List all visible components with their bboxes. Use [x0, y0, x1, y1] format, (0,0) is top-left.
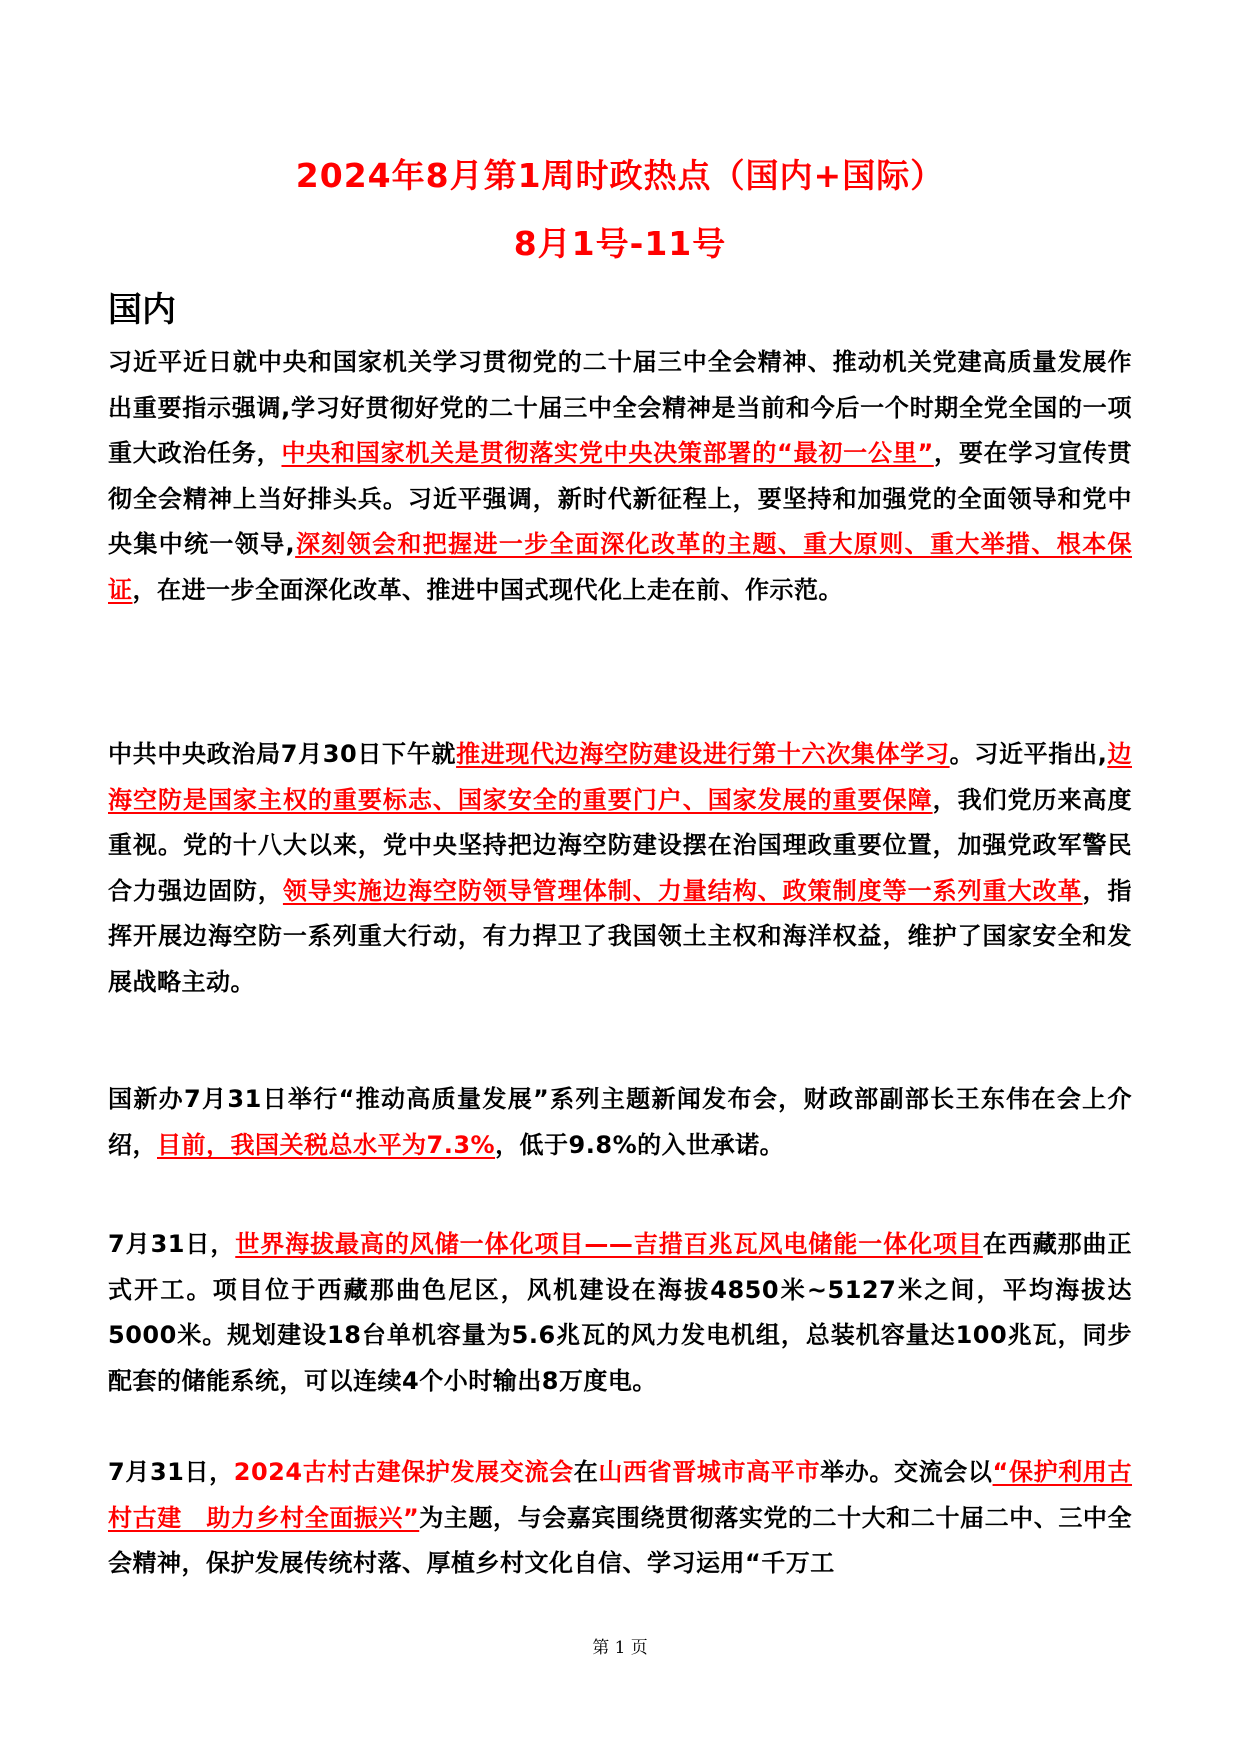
- highlighted-key-point: “保护利用古村古建 助力乡村全面振兴”: [108, 1458, 1133, 1532]
- body-text: 在西藏那曲正式开工。项目位于西藏那曲色尼区，风机建设在海拔4850米~5127米之间，平均海拔达5000米。规划建设18台单机容量为5.6兆瓦的风力发电机组，总装机容量达100兆瓦，同步配套的储能系统，可以连续4个小时输出8万度电。: [108, 1230, 1132, 1395]
- body-text: 7月31日，: [108, 1230, 236, 1258]
- body-text: 7月31日，: [108, 1458, 234, 1486]
- highlighted-key-point: 世界海拔最高的风储一体化项目——吉措百兆瓦风电储能一体化项目: [235, 1230, 983, 1258]
- body-text: 举办。交流会以: [820, 1458, 993, 1486]
- paragraph-1: [108, 340, 1132, 614]
- highlighted-key-point: 深刻领会和把握进一步全面深化改革的主题、重大原则、重大举措、根本保证: [108, 530, 1132, 604]
- highlighted-key-point: 中央和国家机关是贯彻落实党中央决策部署的“最初一公里”: [281, 439, 934, 468]
- body-text: ，要在学习宣传贯彻全会精神上当好排头兵。习近平强调，新时代新征程上，要坚持和加强党的全面领导和党中央集中统一领导,: [108, 439, 1133, 559]
- paragraph-4: [108, 1222, 1132, 1404]
- body-text: ，指挥开展边海空防一系列重大行动，有力捍卫了我国领土主权和海洋权益，维护了国家安全和发展战略主动。: [108, 876, 1133, 996]
- highlighted-key-point: 目前，我国关税总水平为7.3%: [157, 1130, 496, 1159]
- highlighted-key-point: 领导实施边海空防领导管理体制、力量结构、政策制度等一系列重大改革: [282, 876, 1083, 905]
- body-text: ，低于9.8%的入世承诺。: [495, 1130, 785, 1159]
- page-number: 第 1 页: [592, 1638, 648, 1658]
- highlighted-term: 2024古村古建保护发展交流会: [233, 1458, 574, 1486]
- highlighted-term: 山西省晋城市高平市: [598, 1458, 821, 1486]
- body-text: 国新办7月31日举行“推动高质量发展”系列主题新闻发布会，财政部副部长王东伟在会上介绍，: [108, 1085, 1132, 1159]
- document-subtitle-date-range: 8月1号-11号: [513, 224, 727, 263]
- body-text: ，在进一步全面深化改革、推进中国式现代化上走在前、作示范。: [132, 575, 843, 604]
- section-heading-domestic: 国内: [108, 290, 176, 330]
- highlighted-key-point: 推进现代边海空防建设进行第十六次集体学习: [456, 740, 950, 768]
- body-text: 习近平近日就中央和国家机关学习贯彻党的二十届三中全会精神、推动机关党建高质量发展作出重要指示强调,学习好贯彻好党的二十届三中全会精神是当前和今后一个时期全党全国的一项重大政治任务，: [108, 348, 1132, 468]
- paragraph-2: [108, 732, 1132, 1006]
- body-text: ，我们党历来高度重视。党的十八大以来，党中央坚持把边海空防建设摆在治国理政重要位置，加强党政军警民合力强边固防，: [108, 785, 1133, 905]
- highlighted-key-point: 边海空防是国家主权的重要标志、国家安全的重要门户、国家发展的重要保障: [108, 740, 1132, 814]
- document-title: 2024年8月第1周时政热点（国内+国际）: [295, 156, 945, 195]
- body-text: 在: [573, 1458, 599, 1486]
- body-text: 。习近平指出,: [949, 740, 1108, 768]
- body-text: 中共中央政治局7月30日下午就: [108, 740, 457, 768]
- body-text: 为主题，与会嘉宾围绕贯彻落实党的二十大和二十届二中、三中全会精神，保护发展传统村落、厚植乡村文化自信、学习运用“千万工: [108, 1503, 1132, 1578]
- paragraph-5: [108, 1450, 1132, 1587]
- paragraph-3: [108, 1077, 1132, 1168]
